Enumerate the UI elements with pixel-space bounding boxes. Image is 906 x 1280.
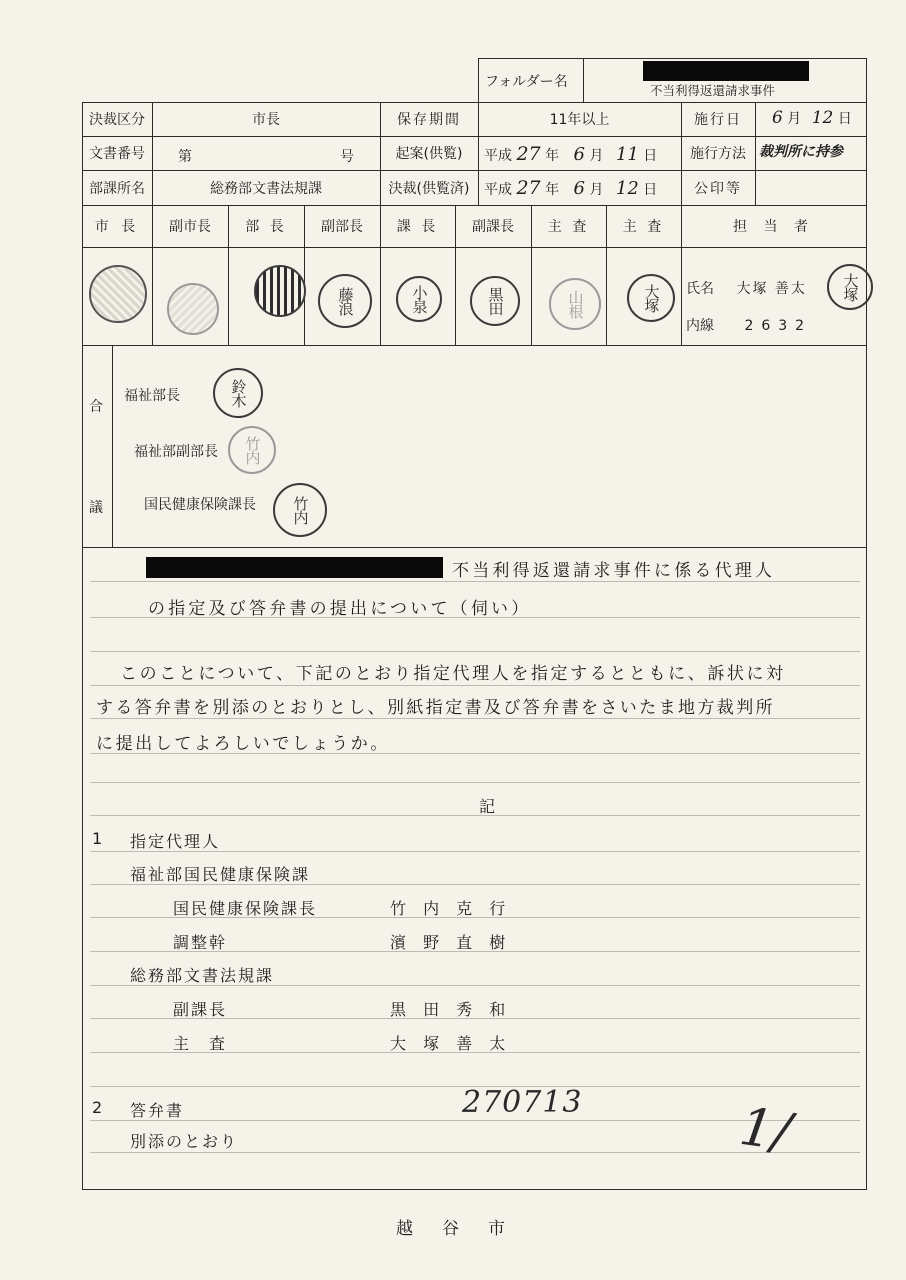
dept-value: 総務部文書法規課 [210,180,322,197]
ext-label: 内線 [686,318,714,334]
approved-month: 6 [573,178,585,199]
approved-year: 27 [516,177,541,199]
staff-name-row [686,278,807,298]
consult-divider [112,345,113,548]
title-mayor: 市 長 [94,219,140,235]
body-line-2: する答弁書を別添のとおりとし、別紙指定書及び答弁書をさいたま地方裁判所 [96,698,775,718]
draft-day-char: 日 [643,148,658,164]
seal-mayor [89,265,147,323]
approved-date [484,177,657,199]
note-ki: 記 [479,797,498,816]
body-line-3: に提出してよろしいでしょうか。 [96,734,390,754]
org2-member-1-title: 副課長 [173,1000,228,1019]
org1: 福祉部国民健康保険課 [130,865,311,884]
seal-inspector-2: 大塚 [627,274,675,322]
title-vice-mayor: 副市長 [169,219,211,235]
consult-title-1: 福祉部長 [124,388,180,404]
enforce-day: 12 [811,108,834,128]
enforce-month: 6 [772,108,783,128]
footer-city: 越 谷 市 [396,1219,511,1239]
draft-year-char: 年 [545,148,560,164]
ext-value: 2632 [744,318,813,334]
item2-title: 答弁書 [130,1101,185,1120]
staff-name: 大塚 善太 [736,281,807,297]
title-inspector-2: 主 査 [622,219,665,235]
seal-staff: 大塚 [827,264,873,310]
draft-label: 起案(供覧) [395,146,463,162]
doc-no-prefix: 第 [178,149,192,165]
org1-member-2-title: 調整幹 [173,933,228,952]
draft-year: 27 [516,143,541,165]
folder-name: 不当利得返還請求事件 [650,83,776,98]
draft-month: 6 [573,144,585,165]
ext-row [686,315,812,335]
doc-no-label: 文書番号 [89,146,145,162]
approved-label: 決裁(供覧済) [388,180,470,197]
seal-vice-mayor [167,283,219,335]
consult-title-2: 福祉部副部長 [134,444,218,460]
seal-deputy-chief: 黒田 [470,276,520,326]
approved-era: 平成 [484,182,512,198]
redaction-folder [643,61,809,81]
draft-date [484,143,657,165]
seal-inspector-1: 山根 [549,278,601,330]
title-deputy-chief: 副課長 [472,219,514,235]
retention-value: 11年以上 [549,112,610,128]
org2-member-2-title: 主 査 [173,1034,228,1053]
approved-day: 12 [615,178,639,199]
approved-day-char: 日 [643,182,658,198]
title-section-chief: 課 長 [396,219,439,235]
consult-seal-1: 鈴木 [213,368,263,418]
draft-day: 11 [615,144,639,165]
seal-section-chief: 小泉 [396,276,442,322]
item2-no: 2 [92,1098,105,1117]
title-inspector-1: 主 査 [547,219,590,235]
day-char: 日 [837,111,852,127]
enforce-method-label: 施行方法 [690,146,746,162]
handwritten-mark: 1/ [736,1096,795,1164]
enforce-date-value [772,108,852,128]
item2-detail: 別添のとおり [130,1132,239,1151]
title-staff: 担 当 者 [733,219,814,235]
draft-era: 平成 [484,148,512,164]
consult-label-top: 合 [89,399,103,415]
org2: 総務部文書法規課 [130,966,275,985]
decision-class-label: 決裁区分 [89,112,145,128]
org1-member-1-name: 竹 内 克 行 [390,899,512,918]
body-line-1: このことについて、下記のとおり指定代理人を指定するとともに、訴状に対 [120,664,786,684]
org1-member-1-title: 国民健康保険課長 [173,899,318,918]
consult-seal-3: 竹内 [273,483,327,537]
org2-member-1-name: 黒 田 秀 和 [390,1000,512,1019]
consult-bottom [82,547,867,548]
public-seal-label: 公印等 [694,180,742,197]
month-char: 月 [787,111,802,127]
folder-label: フォルダー名 [485,74,568,90]
seal-director [254,265,306,317]
approved-month-char: 月 [589,182,604,198]
title-deputy-director: 副部長 [321,219,363,235]
subject-line-1: 不当利得返還請求事件に係る代理人 [452,561,776,581]
dept-label: 部課所名 [89,180,145,197]
consult-title-3: 国民健康保険課長 [144,497,256,513]
staff-name-label: 氏名 [686,281,714,297]
subject-line-2: の指定及び答弁書の提出について（伺い） [148,599,532,619]
approved-year-char: 年 [545,182,560,198]
org1-member-2-name: 濱 野 直 樹 [390,933,512,952]
title-director: 部 長 [245,219,287,235]
item1-no: 1 [92,829,105,848]
retention-label: 保存期間 [397,112,461,128]
handwritten-date: 270713 [462,1085,583,1120]
item1-title: 指定代理人 [130,832,221,851]
doc-no-suffix: 号 [340,149,354,165]
redaction-subject [146,557,443,578]
decision-class-value: 市長 [252,112,280,128]
enforce-date-label: 施行日 [694,112,742,128]
seal-deputy-director: 藤浪 [318,274,372,328]
enforce-method-value: 裁判所に持参 [759,144,843,160]
org2-member-2-name: 大 塚 善 太 [390,1034,512,1053]
draft-month-char: 月 [589,148,604,164]
consult-seal-2: 竹内 [228,426,276,474]
consult-label-bottom: 議 [89,500,103,516]
